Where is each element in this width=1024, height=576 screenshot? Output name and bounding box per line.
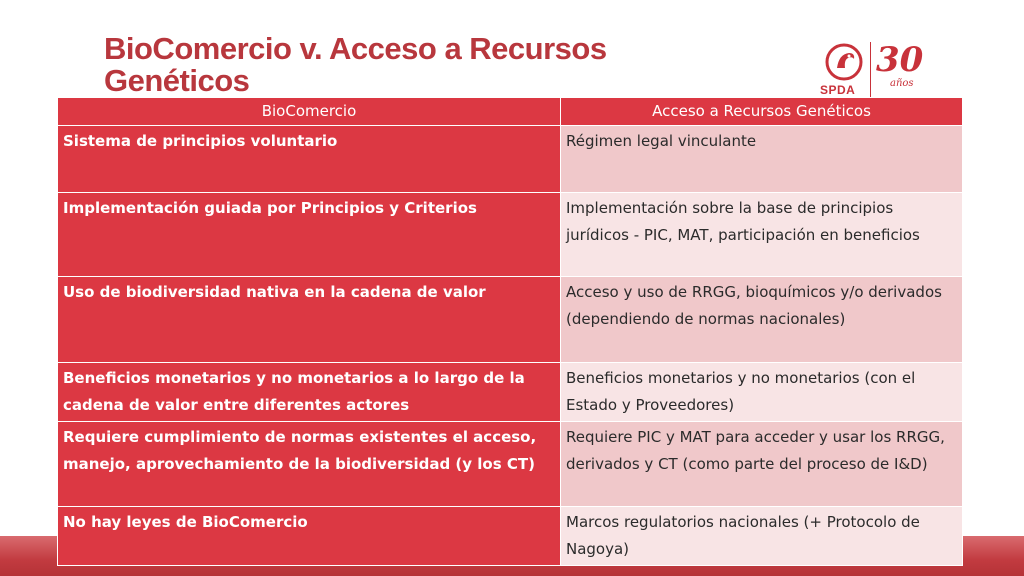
logo-divider — [870, 42, 871, 98]
anniversary-number: 30 — [876, 40, 924, 80]
table-row — [58, 126, 963, 193]
table-row — [58, 193, 963, 277]
acceso-cell: Marcos regulatorios nacionales (+ Protocolo de Nagoya) — [561, 507, 963, 566]
biocomercio-cell: No hay leyes de BioComercio — [58, 507, 561, 566]
acceso-cell: Régimen legal vinculante — [561, 126, 963, 193]
spda-logo — [820, 40, 930, 100]
table-row — [58, 363, 963, 422]
acceso-cell: Implementación sobre la base de principios jurídicos - PIC, MAT, participación en beneficios — [561, 193, 963, 277]
table-row — [58, 507, 963, 566]
table-row — [58, 422, 963, 507]
column-header-biocomercio: BioComercio — [58, 98, 561, 126]
anniversary-word: años — [890, 78, 914, 89]
table-row — [58, 277, 963, 363]
biocomercio-cell: Sistema de principios voluntario — [58, 126, 561, 193]
bird-emblem-icon — [825, 42, 863, 82]
acceso-cell: Acceso y uso de RRGG, bioquímicos y/o derivados (dependiendo de normas nacionales) — [561, 277, 963, 363]
logo-text: SPDA — [820, 83, 856, 97]
comparison-table — [57, 97, 963, 566]
biocomercio-cell: Requiere cumplimiento de normas existentes el acceso, manejo, aprovechamiento de la biodiversidad (y los CT) — [58, 422, 561, 507]
biocomercio-cell: Beneficios monetarios y no monetarios a lo largo de la cadena de valor entre diferentes actores — [58, 363, 561, 422]
acceso-cell: Beneficios monetarios y no monetarios (con el Estado y Proveedores) — [561, 363, 963, 422]
biocomercio-cell: Implementación guiada por Principios y Criterios — [58, 193, 561, 277]
biocomercio-cell: Uso de biodiversidad nativa en la cadena de valor — [58, 277, 561, 363]
table-header-row — [58, 98, 963, 126]
acceso-cell: Requiere PIC y MAT para acceder y usar los RRGG, derivados y CT (como parte del proceso de I&D) — [561, 422, 963, 507]
slide-title: BioComercio v. Acceso a Recursos Genéticos — [104, 31, 607, 98]
column-header-acceso-recursos: Acceso a Recursos Genéticos — [561, 98, 963, 126]
